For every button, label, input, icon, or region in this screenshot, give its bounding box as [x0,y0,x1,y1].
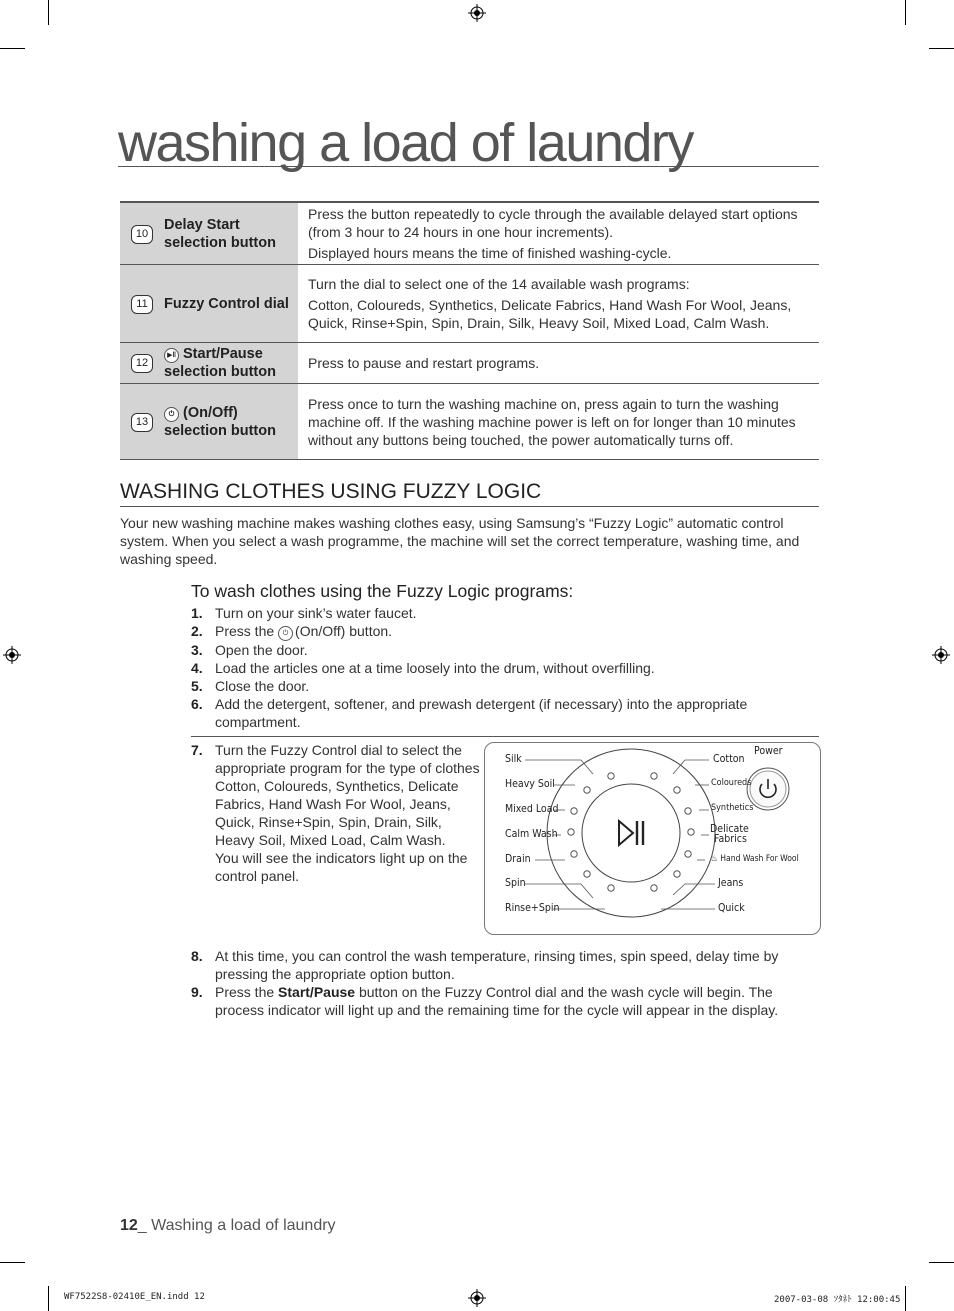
list-item: 1. Turn on your sink’s water faucet. [191,605,417,621]
item-number-badge: 12 [131,354,153,373]
crop-mark [929,1262,954,1263]
crop-mark [905,0,906,25]
list-item: 4. Load the articles one at a time loosely into the drum, without overfilling. [191,660,655,676]
power-icon: ⏻ [278,626,293,641]
steps-list [191,604,819,731]
control-description: Press to pause and restart programs. [308,355,540,371]
list-item: 6. Add the detergent, softener, and prewash detergent (if necessary) into the appropriate compartment. [191,696,748,730]
registration-mark-icon [468,1289,486,1307]
section-heading: WASHING CLOTHES USING FUZZY LOGIC [120,480,819,507]
control-name: (On/Off) selection button [164,404,276,439]
list-item: 3. Open the door. [191,642,308,658]
program-label-delicate: Delicate [710,823,749,835]
footer-text: _ Washing a load of laundry [137,1217,336,1234]
control-description: Displayed hours means the time of finished washing-cycle. [308,245,672,261]
registration-mark-icon [932,646,950,664]
control-name: Start/Pause selection button [164,346,276,380]
date-slug: 2007-03-08 ｿﾀﾈﾄ 12:00:45 [774,1295,901,1305]
start-pause-icon: ▶‖ [164,348,179,363]
program-label-hand-wash-for-wool: ♨ Hand Wash For Wool [711,854,799,864]
program-label-spin: Spin [505,877,526,889]
crop-mark [0,1262,25,1263]
program-label-heavy-soil: Heavy Soil [505,778,555,790]
page-title: washing a load of laundry [118,112,819,167]
list-item: 5. Close the door. [191,678,310,694]
program-label-quick: Quick [718,902,745,914]
program-label-calm-wash: Calm Wash [505,828,558,840]
control-description: Turn the dial to select one of the 14 available wash programs: [308,276,690,292]
control-name: Delay Start selection button [164,216,276,251]
control-name: Fuzzy Control dial [164,295,289,312]
program-label-jeans: Jeans [718,877,744,889]
crop-mark [929,48,954,49]
crop-mark [48,1286,49,1311]
steps-list [191,947,819,1019]
power-icon: ⏻ [164,407,179,422]
item-number-badge: 10 [131,225,153,244]
program-label-silk: Silk [505,753,522,765]
file-slug: WF7522S8-02410E_EN.indd 12 [64,1292,205,1302]
registration-mark-icon [3,646,21,664]
list-item: 9. Press the Start/Pause button on the Fuzzy Control dial and the wash cycle will begin. The process indicator will light up and the remaining time for the cycle will appear in the display. [191,984,779,1018]
item-number-badge: 11 [131,295,153,314]
list-item: 8. At this time, you can control the wash temperature, rinsing times, spin speed, delay time by pressing the appropriate option button. [191,948,779,982]
program-label-rinse-spin: Rinse+Spin [505,902,560,914]
page-footer [120,1217,336,1235]
crop-mark [48,0,49,25]
program-label-coloureds: Coloureds [711,778,752,788]
page-number: 12 [120,1217,138,1234]
program-label-mixed-load: Mixed Load [505,803,559,815]
registration-mark-icon [468,4,486,22]
program-label-cotton: Cotton [713,753,745,765]
intro-paragraph: Your new washing machine makes washing clothes easy, using Samsung’s “Fuzzy Logic” automatic control system. When you select a wash programme, the machine will set the correct temperature, washing time, and washing speed. [120,515,800,567]
program-label-synthetics: Synthetics [711,803,754,813]
table-row [120,265,819,343]
procedure-subheading: To wash clothes using the Fuzzy Logic programs: [191,581,574,601]
table-row [120,202,819,265]
crop-mark [905,1286,906,1311]
list-item: 2. Press the ⏻ (On/Off) button. [191,623,393,639]
step-text: Turn the Fuzzy Control dial to select the appropriate program for the type of clothes Cotton, Coloureds, Synthetics, Delicate Fabrics, Hand Wash For Wool, Jeans, Quick, Rinse+Spin, Spin, Drain, Silk, Heavy Soil, Mixed Load, Calm Wash. [215,742,480,848]
step-text: You will see the indicators light up on the control panel. [215,850,468,884]
control-description: Press the button repeatedly to cycle through the available delayed start options (from 3 hour to 24 hours in one hour increments). [308,206,798,240]
item-number-badge: 13 [131,413,153,432]
control-panel-diagram [484,742,821,935]
list-item: 7. Turn the Fuzzy Control dial to select the appropriate program for the type of clothes Cotton, Coloureds, Synthetics, Delicate Fabrics, Hand Wash For Wool, Jeans, Quick, Rinse+Spin, Spin, Drain, Silk, Heavy Soil, Mixed Load, Calm Wash. You will see the indicators light up on the control panel. [191,742,480,884]
crop-mark [0,48,25,49]
table-row [120,384,819,460]
table-row [120,343,819,384]
power-label: Power [754,745,783,757]
control-description: Cotton, Coloureds, Synthetics, Delicate Fabrics, Hand Wash For Wool, Jeans, Quick, Rinse+Spin, Spin, Drain, Silk, Heavy Soil, Mixed Load, Calm Wash. [308,297,792,331]
program-label-fabrics: Fabrics [714,833,747,845]
divider [191,736,819,737]
program-label-drain: Drain [505,853,531,865]
hand-wash-icon: ♨ [711,854,718,864]
controls-table [120,201,819,460]
control-description: Press once to turn the washing machine on, press again to turn the washing machine off. If the washing machine power is left on for longer than 10 minutes without any buttons being touched, the power automatically turns off. [308,395,796,448]
